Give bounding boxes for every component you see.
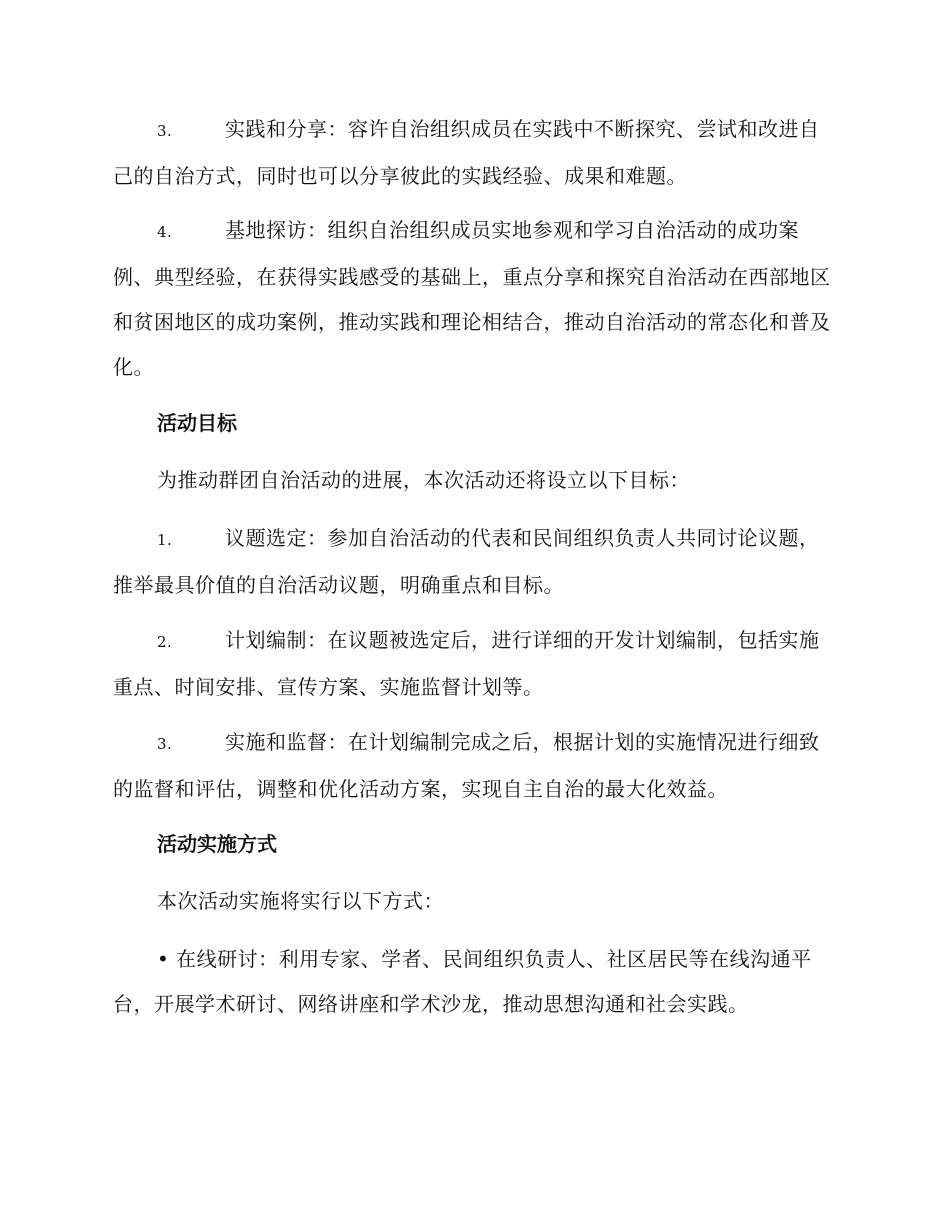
bullet-item: • 在线研讨：利用专家、学者、民间组织负责人、社区居民等在线沟通平台，开展学术研讨、网络讲座和学术沙龙，推动思想沟通和社会实践。 <box>113 947 812 1016</box>
item-number: 4. <box>157 223 173 241</box>
list-item <box>113 107 835 199</box>
item-number: 1. <box>157 531 173 549</box>
item-number: 3. <box>157 735 173 753</box>
section-intro: 本次活动实施将实行以下方式： <box>157 889 444 913</box>
item-text: 实施和监督：在计划编制完成之后，根据计划的实施情况进行细致的监督和评估，调整和优化活动方案，实现自主自治的最大化效益。 <box>113 730 820 801</box>
item-text: 实践和分享：容许自治组织成员在实践中不断探究、尝试和改进自己的自治方式，同时也可以分享彼此的实践经验、成果和难题。 <box>113 117 820 188</box>
section-heading-methods: 活动实施方式 <box>157 832 277 856</box>
list-item <box>113 208 835 390</box>
item-text: 议题选定：参加自治活动的代表和民间组织负责人共同讨论议题，推举最具价值的自治活动议题，明确重点和目标。 <box>113 526 820 597</box>
item-text: 计划编制：在议题被选定后，进行详细的开发计划编制，包括实施重点、时间安排、宣传方案、实施监督计划等。 <box>113 628 820 699</box>
item-text: 基地探访：组织自治组织成员实地参观和学习自治活动的成功案例、典型经验，在获得实践感受的基础上，重点分享和探究自治活动在西部地区和贫困地区的成功案例，推动实践和理论相结合，推动自治活动的常态化和普及化。 <box>113 218 831 379</box>
item-number: 2. <box>157 633 173 651</box>
list-item <box>113 618 835 710</box>
list-item <box>113 720 835 812</box>
section-intro: 为推动群团自治活动的进展，本次活动还将设立以下目标： <box>157 468 690 492</box>
item-number: 3. <box>157 122 173 140</box>
list-item <box>113 516 835 608</box>
section-heading-goals: 活动目标 <box>157 411 237 435</box>
